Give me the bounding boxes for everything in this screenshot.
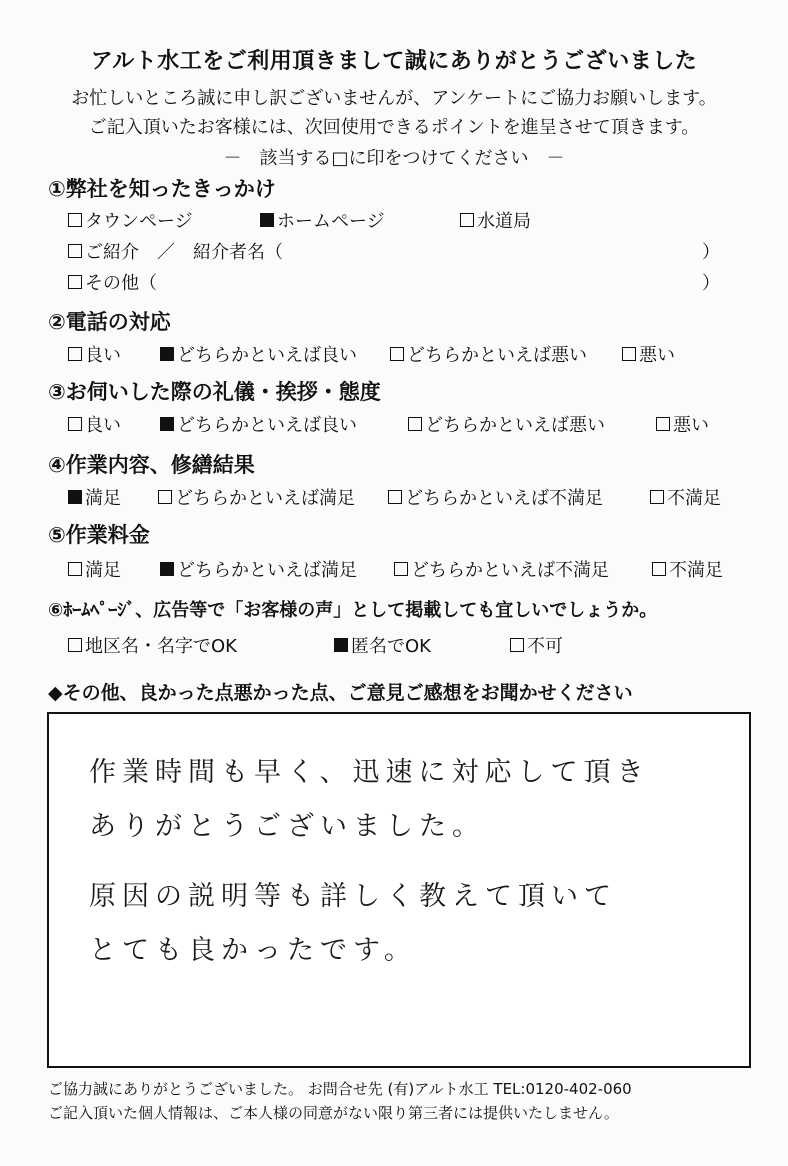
- q6-option-1-label: 地区名・名字でOK: [85, 636, 237, 657]
- q5-option-1-label: 満足: [85, 560, 121, 581]
- checkbox-icon[interactable]: [68, 417, 82, 431]
- q1-other-label: その他（: [85, 273, 157, 294]
- footer-contact: ご協力誠にありがとうございました。 お問合せ先 (有)アルト水工 TEL:0120-402-060: [48, 1080, 632, 1098]
- q4-option-4[interactable]: [650, 484, 721, 510]
- q1-option-1-label: タウンページ: [85, 211, 193, 232]
- q5-option-4[interactable]: [652, 556, 723, 582]
- checkbox-icon[interactable]: [388, 490, 402, 504]
- q1-other-row[interactable]: [68, 269, 157, 295]
- q6-option-1[interactable]: [68, 632, 334, 658]
- checkbox-icon[interactable]: [460, 213, 474, 227]
- q4-option-3[interactable]: [388, 484, 650, 510]
- survey-intro-line-2: ご記入頂いたお客様には、次回使用できるポイントを進呈させて頂きます。: [88, 117, 700, 138]
- q6-option-2[interactable]: [334, 632, 510, 658]
- q1-referral-close: ）: [702, 242, 720, 263]
- q5-title: ⑤作業料金: [48, 523, 150, 547]
- checkbox-icon[interactable]: [650, 490, 664, 504]
- checkbox-icon[interactable]: [260, 213, 274, 227]
- q3-option-2-label: どちらかといえば良い: [177, 415, 357, 436]
- q2-option-1[interactable]: [68, 341, 160, 367]
- q3-option-3[interactable]: [408, 411, 656, 437]
- q4-option-2[interactable]: [158, 484, 388, 510]
- q2-options-row: [68, 341, 675, 367]
- checkbox-icon[interactable]: [390, 347, 404, 361]
- checkbox-icon[interactable]: [68, 562, 82, 576]
- q2-option-3-label: どちらかといえば悪い: [407, 345, 587, 366]
- q2-option-2[interactable]: [160, 341, 390, 367]
- q1-other-close: ）: [702, 273, 720, 294]
- q5-option-3-label: どちらかといえば不満足: [411, 560, 609, 581]
- q1-option-1[interactable]: [68, 207, 260, 233]
- q3-option-4[interactable]: [656, 411, 709, 437]
- checkbox-icon[interactable]: [68, 638, 82, 652]
- checkbox-icon[interactable]: [394, 562, 408, 576]
- checkbox-icon[interactable]: [68, 490, 82, 504]
- handwritten-line-2: ありがとうございました。: [89, 811, 485, 842]
- q5-option-4-label: 不満足: [669, 560, 723, 581]
- q5-option-2-label: どちらかといえば満足: [177, 560, 357, 581]
- handwritten-line-3: 原因の説明等も詳しく教えて頂いて: [89, 881, 617, 912]
- q5-options-row: [68, 556, 723, 582]
- survey-instruction: － 該当する□に印をつけてください －: [223, 148, 565, 169]
- handwritten-line-4: とても良かったです。: [89, 935, 417, 966]
- q3-option-2[interactable]: [160, 411, 408, 437]
- q1-options-row: [68, 207, 531, 233]
- q2-option-3[interactable]: [390, 341, 622, 367]
- checkbox-icon[interactable]: [158, 490, 172, 504]
- q4-option-4-label: 不満足: [667, 488, 721, 509]
- q4-title: ④作業内容、修繕結果: [48, 453, 255, 477]
- checkbox-icon[interactable]: [334, 638, 348, 652]
- q1-referral-label: ご紹介 ／ 紹介者名（: [85, 242, 283, 263]
- q4-option-2-label: どちらかといえば満足: [175, 488, 355, 509]
- q3-option-4-label: 悪い: [673, 415, 709, 436]
- q2-option-2-label: どちらかといえば良い: [177, 345, 357, 366]
- q6-option-3-label: 不可: [527, 636, 563, 657]
- q2-title: ②電話の対応: [48, 310, 171, 334]
- comments-prompt: ◆その他、良かった点悪かった点、ご意見ご感想をお聞かせください: [48, 682, 633, 704]
- q6-option-2-label: 匿名でOK: [351, 636, 431, 657]
- checkbox-icon[interactable]: [510, 638, 524, 652]
- q1-referral-row[interactable]: [68, 238, 283, 264]
- q3-title: ③お伺いした際の礼儀・挨拶・態度: [48, 380, 381, 404]
- q4-option-1[interactable]: [68, 484, 158, 510]
- q1-option-2-label: ホームページ: [277, 211, 385, 232]
- q2-option-4[interactable]: [622, 341, 675, 367]
- q4-option-3-label: どちらかといえば不満足: [405, 488, 603, 509]
- comments-textarea[interactable]: [47, 712, 751, 1068]
- q5-option-1[interactable]: [68, 556, 160, 582]
- q4-option-1-label: 満足: [85, 488, 121, 509]
- q1-option-2[interactable]: [260, 207, 460, 233]
- q1-option-3[interactable]: [460, 207, 531, 233]
- checkbox-icon[interactable]: [68, 244, 82, 258]
- checkbox-icon[interactable]: [408, 417, 422, 431]
- q6-options-row: [68, 632, 563, 658]
- q3-option-1-label: 良い: [85, 415, 121, 436]
- checkbox-icon[interactable]: [652, 562, 666, 576]
- checkbox-icon[interactable]: [160, 347, 174, 361]
- q3-options-row: [68, 411, 709, 437]
- handwritten-line-1: 作業時間も早く、迅速に対応して頂き: [89, 757, 650, 788]
- footer-privacy: ご記入頂いた個人情報は、ご本人様の同意がない限り第三者には提供いたしません。: [48, 1104, 619, 1122]
- checkbox-icon[interactable]: [68, 275, 82, 289]
- checkbox-icon[interactable]: [656, 417, 670, 431]
- q6-option-3[interactable]: [510, 632, 563, 658]
- q2-option-4-label: 悪い: [639, 345, 675, 366]
- q4-options-row: [68, 484, 721, 510]
- checkbox-icon[interactable]: [160, 562, 174, 576]
- q5-option-2[interactable]: [160, 556, 394, 582]
- survey-intro-line-1: お忙しいところ誠に申し訳ございませんが、アンケートにご協力お願いします。: [71, 88, 717, 109]
- q3-option-1[interactable]: [68, 411, 160, 437]
- checkbox-icon[interactable]: [622, 347, 636, 361]
- checkbox-icon[interactable]: [160, 417, 174, 431]
- survey-title: アルト水工をご利用頂きまして誠にありがとうございました: [90, 49, 698, 74]
- q1-title: ①弊社を知ったきっかけ: [48, 177, 276, 201]
- q6-title: ⑥ﾎｰﾑﾍﾟｰｼﾞ、広告等で「お客様の声」として掲載しても宜しいでしょうか。: [48, 600, 658, 621]
- q1-option-3-label: 水道局: [477, 211, 531, 232]
- q2-option-1-label: 良い: [85, 345, 121, 366]
- q5-option-3[interactable]: [394, 556, 652, 582]
- checkbox-icon[interactable]: [68, 347, 82, 361]
- checkbox-icon[interactable]: [68, 213, 82, 227]
- q3-option-3-label: どちらかといえば悪い: [425, 415, 605, 436]
